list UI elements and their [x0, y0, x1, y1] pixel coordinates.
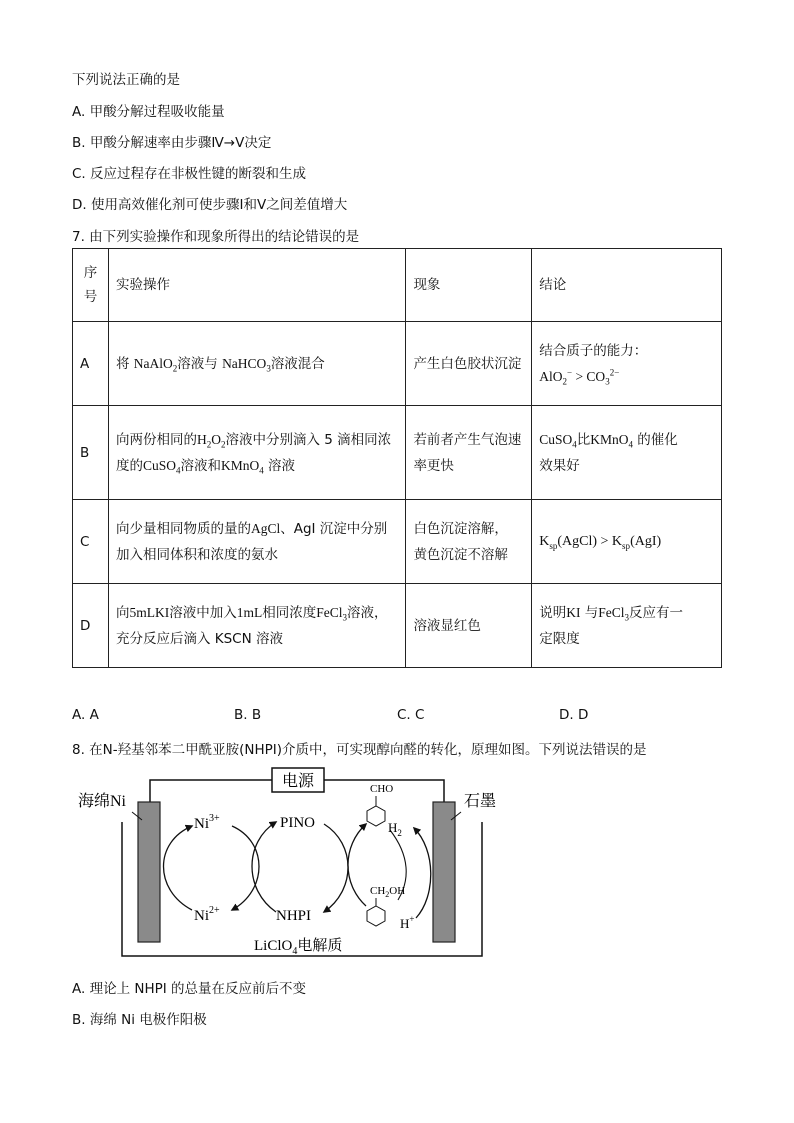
row-conclusion: 结合质子的能力： $AlO_2^- > CO_3^{2-}$ [532, 322, 722, 406]
graphite-electrode [433, 802, 455, 942]
ch2oh-label: $CH_2OH$ [370, 885, 406, 899]
alcohol-to-aldehyde-arrow [348, 824, 366, 906]
row-phenomenon: 溶液显红色 [406, 584, 532, 668]
row-id: A [73, 322, 109, 406]
pino-reduction-arrow [324, 824, 348, 912]
h2-label: $H_2$ [388, 820, 402, 838]
cho-label: CHO [370, 783, 394, 795]
header-phenomenon: 现象 [406, 249, 532, 322]
q7-answer-c: C. C [397, 707, 425, 723]
q6-option-d: D. 使用高效催化剂可使步骤Ⅰ和Ⅴ之间差值增大 [72, 197, 348, 213]
pino-label: PINO [280, 815, 316, 831]
header-index: 序号 [73, 249, 109, 322]
nhpi-label: NHPI [276, 908, 312, 924]
ni2-label: $Ni^{2+}$ [194, 905, 220, 924]
q7-answer-a: A. A [72, 707, 99, 723]
row-operation: 向两份相同的$H_2O_2$溶液中分别滴入 5 滴相同浓度的CuSO$_4$溶液和KMnO$_4$ 溶液 [108, 406, 405, 500]
wire-left [150, 780, 272, 802]
table-row [73, 584, 722, 668]
q6-option-a: A. 甲酸分解过程吸收能量 [72, 104, 225, 120]
proton-reduction-arrow [414, 828, 431, 918]
table-row [73, 406, 722, 500]
row-id: C [73, 500, 109, 584]
benzyl-alcohol-ring [367, 906, 385, 926]
sponge-ni-electrode [138, 802, 160, 942]
row-conclusion: 说明KI 与FeCl$_3$反应有一 定限度 [532, 584, 722, 668]
q6-option-c: C. 反应过程存在非极性键的断裂和生成 [72, 166, 307, 182]
q6-option-b: B. 甲酸分解速率由步骤Ⅳ→Ⅴ决定 [72, 135, 272, 151]
row-operation: 将 NaAlO$_2$溶液与 NaHCO$_3$溶液混合 [108, 322, 405, 406]
q7-answer-b: B. B [234, 707, 262, 723]
row-operation: 向少量相同物质的量的AgCl、AgI 沉淀中分别加入相同体积和浓度的氨水 [108, 500, 405, 584]
row-operation: 向5mLKI溶液中加入1mL相同浓度FeCl$_3$溶液，充分反应后滴入 KSCN 溶液 [108, 584, 405, 668]
electrolysis-diagram [72, 760, 532, 960]
q8-option-a: A. 理论上 NHPI 的总量在反应前后不变 [72, 981, 307, 997]
sponge-ni-label: 海绵Ni [78, 793, 127, 810]
row-conclusion: CuSO$_4$比KMnO$_4$ 的催化 效果好 [532, 406, 722, 500]
table-row [73, 322, 722, 406]
benzaldehyde-ring [367, 806, 385, 826]
header-operation: 实验操作 [108, 249, 405, 322]
electrolytic-cell [122, 822, 482, 956]
q8-option-b: B. 海绵 Ni 电极作阳极 [72, 1012, 207, 1028]
q8-stem: 8. 在N-羟基邻苯二甲酰亚胺(NHPI)介质中，可实现醇向醛的转化，原理如图。下列说法错误的是 [72, 742, 647, 758]
row-id: B [73, 406, 109, 500]
ni-reduction-arrow [232, 826, 259, 910]
row-conclusion: $K_{sp}(AgCl) > K_{sp}(AgI)$ [532, 500, 722, 584]
table-header-row [73, 249, 722, 322]
hplus-label: H+ [400, 914, 415, 931]
electrolyte-label: LiClO$_4$电解质 [254, 938, 343, 957]
nhpi-oxidation-arrow [252, 822, 276, 912]
table-row [73, 500, 722, 584]
row-phenomenon: 白色沉淀溶解， 黄色沉淀不溶解 [406, 500, 532, 584]
power-source-label: 电源 [281, 773, 315, 790]
ni3-label: $Ni^{3+}$ [194, 813, 220, 832]
q7-answer-d: D. D [559, 707, 589, 723]
q7-table [72, 248, 722, 668]
graphite-label: 石墨 [464, 793, 497, 810]
header-conclusion: 结论 [532, 249, 722, 322]
ni-oxidation-arrow [164, 826, 193, 910]
q6-stem: 下列说法正确的是 [72, 72, 180, 88]
q7-stem: 7. 由下列实验操作和现象所得出的结论错误的是 [72, 229, 360, 245]
row-phenomenon: 若前者产生气泡速率更快 [406, 406, 532, 500]
row-phenomenon: 产生白色胶状沉淀 [406, 322, 532, 406]
row-id: D [73, 584, 109, 668]
